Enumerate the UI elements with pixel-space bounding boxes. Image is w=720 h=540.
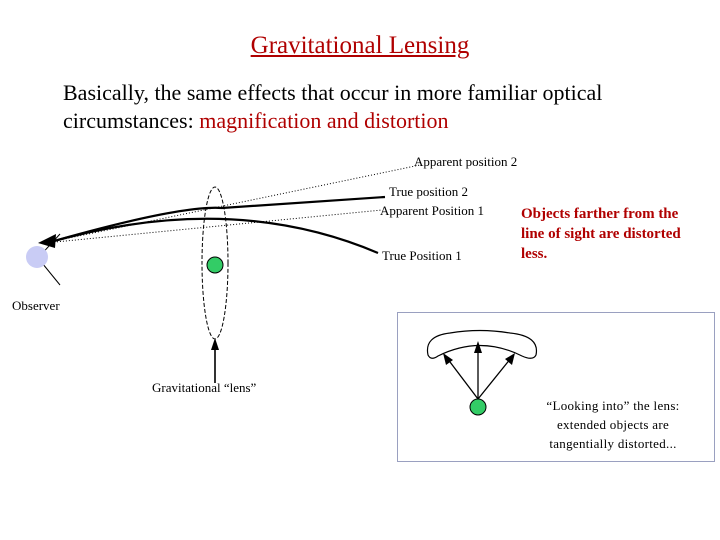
label-apparent-position-1: Apparent Position 1	[380, 203, 484, 218]
distortion-note: Objects farther from the line of sight are distorted less.	[521, 206, 681, 262]
light-arrowhead	[38, 234, 56, 248]
label-apparent-position-2: Apparent position 2	[414, 154, 518, 169]
inset-caption-line-2: extended objects are	[556, 417, 670, 432]
apparent-ray-2	[45, 165, 420, 243]
intro-lead: Basically, the same effects that occur in more familiar optical circumstances:	[63, 80, 603, 133]
lens-pointer-head	[211, 338, 219, 350]
lens-mass	[207, 257, 223, 273]
label-lens: Gravitational “lens”	[152, 380, 257, 395]
intro-highlight: magnification and distortion	[199, 108, 449, 133]
label-observer: Observer	[12, 298, 60, 313]
label-true-position-1: True Position 1	[382, 248, 462, 263]
inset-caption-line-1: “Looking into” the lens:	[546, 398, 680, 413]
page-title: Gravitational Lensing	[250, 32, 470, 59]
light-path-1	[47, 219, 378, 253]
apparent-ray-1	[45, 210, 382, 243]
observer-circle	[26, 246, 48, 268]
inset-caption-line-3: tangentially distorted...	[549, 436, 677, 451]
inset-caption	[528, 396, 698, 453]
label-true-position-2: True position 2	[389, 184, 468, 199]
